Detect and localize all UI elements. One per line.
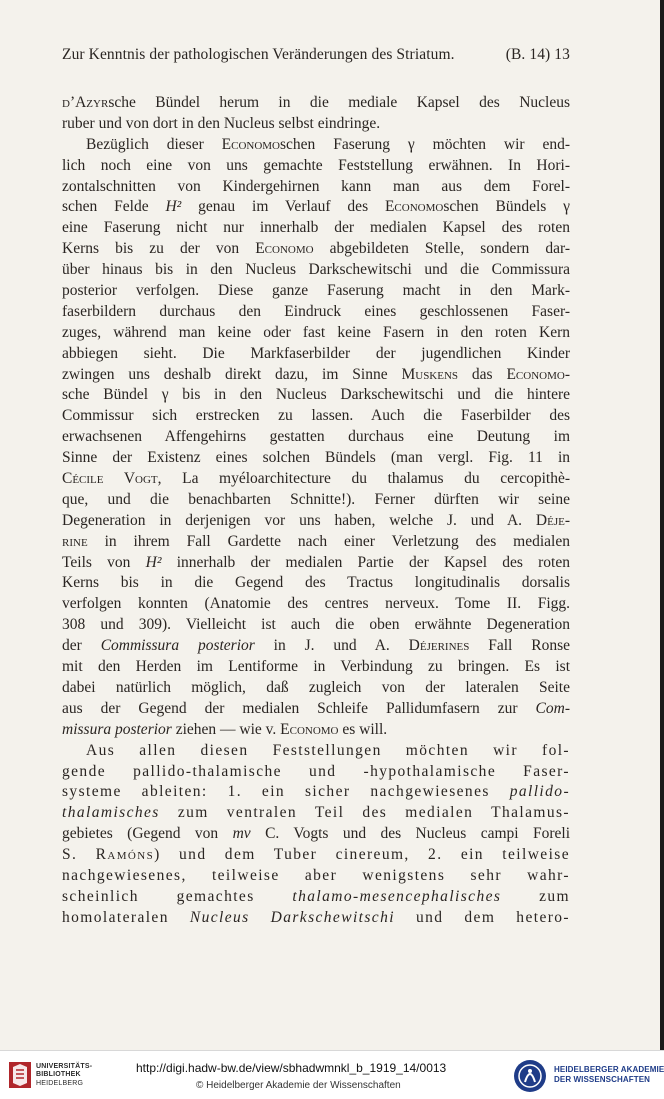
- page-edge: [660, 0, 664, 1050]
- text-segment: sche Bündel γ bis in den Nucleus Darkschewitschi und die hintere: [62, 386, 570, 404]
- text-line: [62, 553, 570, 574]
- text-line: [62, 385, 570, 406]
- academy-line1: HEIDELBERGER AKADEMIE: [554, 1065, 664, 1074]
- permalink-url[interactable]: http://digi.hadw-bw.de/view/sbhadwmnkl_b_1919_14/0013: [136, 1061, 447, 1075]
- text-segment: thalamisches: [62, 804, 160, 822]
- text-segment: que, und die benachbarten Schnitte!). Ferner dürften wir seine: [62, 490, 570, 508]
- text-line: [62, 469, 570, 490]
- uni-logo-line2: BIBLIOTHEK: [36, 1071, 81, 1079]
- text-segment: Nucleus Darkschewitschi: [189, 908, 395, 926]
- text-line: [62, 197, 570, 218]
- text-segment: Fall Ronse: [469, 637, 570, 655]
- text-segment: Bezüglich dieser: [86, 135, 222, 153]
- text-line: [62, 218, 570, 239]
- text-segment: genau im Verlauf des: [181, 198, 385, 216]
- text-segment: der: [62, 637, 101, 655]
- text-line: [62, 281, 570, 302]
- text-segment: über hinaus bis in den Nucleus Darkschewitschi und die Commissura: [62, 261, 570, 279]
- text-segment: Aus allen diesen Feststellungen möchten wir fol-: [86, 741, 570, 759]
- text-segment: verfolgen konnten (Anatomie des centres nerveux. Tome II. Figg.: [62, 595, 570, 613]
- text-line: [62, 741, 570, 762]
- text-segment: lateralen: [465, 678, 519, 696]
- text-segment: zum ventralen Teil des medialen Thalamus-: [159, 804, 570, 822]
- footer-bar: [0, 1050, 664, 1099]
- text-segment: Cécile Vogt: [62, 470, 158, 488]
- text-segment: abgebildeten Stelle, sondern dar-: [313, 240, 570, 258]
- text-line: [62, 302, 570, 323]
- text-segment: nachgewiesenes, teilweise aber wenigstens sehr wahr-: [62, 866, 570, 884]
- text-segment: Economo: [221, 135, 281, 153]
- text-line: [62, 615, 570, 636]
- text-line: [62, 365, 570, 386]
- text-segment: Muskens: [401, 365, 459, 383]
- text-line: [62, 636, 570, 657]
- text-line: [62, 511, 570, 532]
- academy-emblem-icon: [512, 1058, 548, 1094]
- text-segment: schen Bündels γ: [443, 198, 570, 216]
- text-segment: Seite: [518, 678, 570, 696]
- text-segment: H²: [145, 553, 162, 571]
- text-segment: Degeneration in derjenigen vor uns haben, welche J. und A.: [62, 511, 536, 529]
- text-segment: Teils von: [62, 553, 146, 571]
- text-segment: es will.: [338, 720, 388, 738]
- text-segment: Déjerines: [408, 637, 470, 655]
- text-segment: lich noch eine von uns gemachte Feststellung erwähnen. In Hori-: [62, 156, 570, 174]
- text-segment: aus der Gegend der medialen Schleife Pallidumfasern zur: [62, 699, 536, 717]
- text-line: [62, 908, 570, 929]
- text-segment: Commissur sich erstrecken zu lassen. Auch die Faserbilder des: [62, 407, 570, 425]
- text-segment: Kerns bis in die Gegend des Tractus longitudinalis dorsalis: [62, 574, 570, 592]
- text-line: [62, 720, 570, 741]
- text-segment: erwachsenen Affengehirns gestatten durchaus eine Deutung im: [62, 428, 570, 446]
- text-line: [62, 177, 570, 198]
- text-segment: gende pallido-thalamische und -hypothalamische Faser-: [62, 762, 570, 780]
- text-line: [62, 239, 570, 260]
- text-segment: abbiegen sieht. Die Markfaserbilder der jugendlichen Kinder: [62, 344, 570, 362]
- text-segment: in J. und A.: [254, 637, 409, 655]
- text-segment: zwingen uns deshalb direkt dazu, im Sinne: [62, 365, 402, 383]
- text-line: [62, 135, 570, 156]
- text-line: [62, 573, 570, 594]
- text-segment: Kerns bis zu der von: [62, 240, 256, 258]
- text-line: [62, 845, 570, 866]
- text-line: [62, 824, 570, 845]
- text-segment: gebietes (Gegend von: [62, 825, 233, 843]
- text-segment: faserbildern durchaus den Eindruck eines geschlossenen Faser-: [62, 302, 570, 320]
- university-library-logo[interactable]: [8, 1059, 128, 1093]
- uni-logo-line3: HEIDELBERG: [36, 1079, 84, 1087]
- text-segment: thalamo-mesencephalisches: [292, 887, 502, 905]
- text-line: [62, 448, 570, 469]
- text-segment: zuges, während man keine oder fast keine Fasern in den roten Kern: [62, 323, 570, 341]
- text-line: [62, 699, 570, 720]
- text-line: [62, 114, 570, 135]
- text-segment: ) und dem Tuber cinereum, 2. ein teilweise: [154, 846, 570, 864]
- text-segment: 308 und 309). Vielleicht ist auch die oben erwähnte Degeneration: [62, 616, 570, 634]
- text-segment: innerhalb der medialen Partie der Kapsel des roten: [161, 553, 570, 571]
- text-segment: mv: [232, 825, 251, 843]
- text-segment: pallido-: [509, 783, 570, 801]
- text-line: [62, 532, 570, 553]
- text-segment: Ramóns: [95, 846, 155, 864]
- text-segment: C. Vogts und des Nucleus campi Foreli: [250, 825, 570, 843]
- academy-logo[interactable]: [508, 1057, 664, 1095]
- copyright-notice: © Heidelberger Akademie der Wissenschaften: [196, 1080, 401, 1091]
- text-segment: Déje-: [535, 511, 570, 529]
- text-segment: ziehen — wie v.: [171, 720, 281, 738]
- text-line: [62, 406, 570, 427]
- text-line: [62, 782, 570, 803]
- text-line: [62, 803, 570, 824]
- header-page-ref: (B. 14) 13: [505, 46, 570, 63]
- text-line: [62, 323, 570, 344]
- academy-line2: DER WISSENSCHAFTEN: [554, 1075, 651, 1084]
- text-segment: posterior verfolgen. Diese ganze Faserung macht in den Mark-: [62, 282, 570, 300]
- text-line: [62, 156, 570, 177]
- text-segment: scheinlich gemachtes: [62, 887, 293, 905]
- university-library-emblem-icon: [8, 1061, 32, 1089]
- text-segment: H²: [165, 198, 182, 216]
- text-segment: systeme ableiten: 1. ein sicher nachgewiesenes: [62, 783, 510, 801]
- text-line: [62, 344, 570, 365]
- text-segment: Commissura posterior: [100, 637, 255, 655]
- text-segment: schen Felde: [62, 198, 166, 216]
- text-segment: Azyr: [75, 94, 109, 111]
- text-segment: das: [458, 365, 507, 383]
- text-segment: zontalschnitten von Kindergehirnen kann man aus dem Forel-: [62, 177, 570, 195]
- text-segment: d’: [62, 94, 76, 111]
- body-text: [62, 93, 570, 929]
- text-segment: dabei natürlich möglich, daß zugleich von der: [62, 678, 466, 696]
- uni-logo-line1: UNIVERSITÄTS-: [36, 1063, 93, 1070]
- text-segment: in ihrem Fall Gardette nach einer Verletzung des medialen: [87, 532, 570, 550]
- text-segment: mit den Herden im Lentiforme in Verbindung zu bringen. Es ist: [62, 658, 570, 676]
- text-segment: sche Bündel herum in die mediale Kapsel des Nucleus: [108, 94, 570, 111]
- text-segment: Economo: [255, 240, 314, 258]
- text-segment: , La myéloarchitecture du thalamus du cercopithè-: [157, 470, 570, 488]
- text-segment: missura posterior: [62, 720, 172, 738]
- text-line: [62, 490, 570, 511]
- text-segment: Economo-: [506, 365, 570, 383]
- text-segment: rine: [62, 532, 88, 550]
- text-line: [62, 657, 570, 678]
- text-segment: zum: [501, 887, 570, 905]
- text-segment: und dem hetero-: [394, 908, 570, 926]
- text-segment: S.: [62, 846, 96, 864]
- text-segment: schen Faserung γ möchten wir end-: [280, 135, 570, 153]
- text-segment: ruber und von dort in den Nucleus selbst eindringe.: [62, 114, 381, 132]
- text-line: [62, 762, 570, 783]
- text-line: [62, 866, 570, 887]
- text-segment: eine Faserung nicht nur innerhalb der medialen Kapsel des roten: [62, 219, 570, 237]
- header-title: Zur Kenntnis der pathologischen Veränderungen des Striatum.: [62, 46, 455, 63]
- text-segment: Economo: [384, 198, 444, 216]
- text-line: [62, 93, 570, 114]
- text-line: [62, 427, 570, 448]
- text-line: [62, 594, 570, 615]
- text-line: [62, 887, 570, 908]
- text-segment: homolateralen: [62, 908, 190, 926]
- text-line: [62, 260, 570, 281]
- text-segment: Com-: [535, 699, 570, 717]
- text-segment: Economo: [280, 720, 339, 738]
- text-segment: Sinne der Existenz eines solchen Bündels (man vergl. Fig. 11 in: [62, 449, 570, 467]
- text-line: [62, 678, 570, 699]
